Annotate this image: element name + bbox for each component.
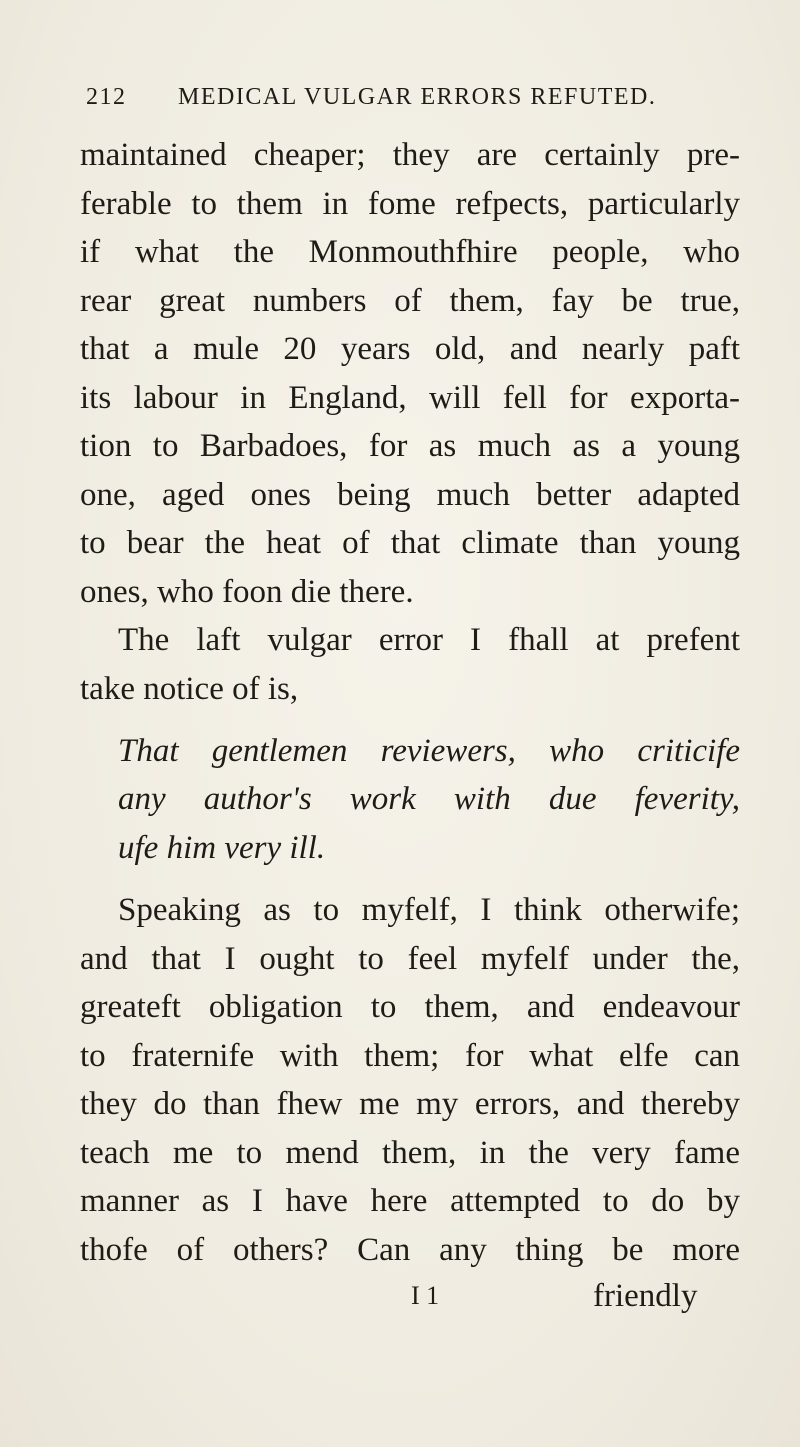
quoted-error: That gentlemen reviewers, who criticife	[118, 733, 740, 769]
text-line: to fraternife with them; for what elfe can	[80, 1038, 740, 1074]
text-line: Speaking as to myfelf, I think otherwife;	[118, 892, 740, 928]
text-line: one, aged ones being much better adapted	[80, 477, 740, 513]
text-line: and that I ought to feel myfelf under the,	[80, 941, 740, 977]
page-number: 212	[86, 84, 127, 110]
catchword: friendly	[593, 1278, 698, 1314]
page-header	[86, 84, 746, 124]
text-line: The laft vulgar error I fhall at prefent	[118, 622, 740, 658]
text-line: tion to Barbadoes, for as much as a young	[80, 428, 740, 464]
text-line: ferable to them in fome refpects, particularly	[80, 186, 740, 222]
text-line: they do than fhew me my errors, and thereby	[80, 1086, 740, 1122]
running-title: MEDICAL VULGAR ERRORS REFUTED.	[178, 84, 657, 110]
text-line: take notice of is,	[80, 671, 299, 707]
text-line: its labour in England, will fell for exporta-	[80, 380, 740, 416]
quoted-error: any author's work with due feverity,	[118, 781, 740, 817]
text-line: thofe of others? Can any thing be more	[80, 1232, 740, 1268]
text-line: greateft obligation to them, and endeavour	[80, 989, 740, 1025]
text-line: rear great numbers of them, fay be true,	[80, 283, 740, 319]
text-line: if what the Monmouthfhire people, who	[80, 234, 740, 270]
text-line: that a mule 20 years old, and nearly paft	[80, 331, 740, 367]
text-line: to bear the heat of that climate than young	[80, 525, 740, 561]
text-line: teach me to mend them, in the very fame	[80, 1135, 740, 1171]
signature-mark: I 1	[411, 1281, 440, 1310]
text-line: maintained cheaper; they are certainly pre-	[80, 137, 740, 173]
quoted-error: ufe him very ill.	[118, 830, 326, 866]
text-line: manner as I have here attempted to do by	[80, 1183, 740, 1219]
text-line: ones, who foon die there.	[80, 574, 414, 610]
